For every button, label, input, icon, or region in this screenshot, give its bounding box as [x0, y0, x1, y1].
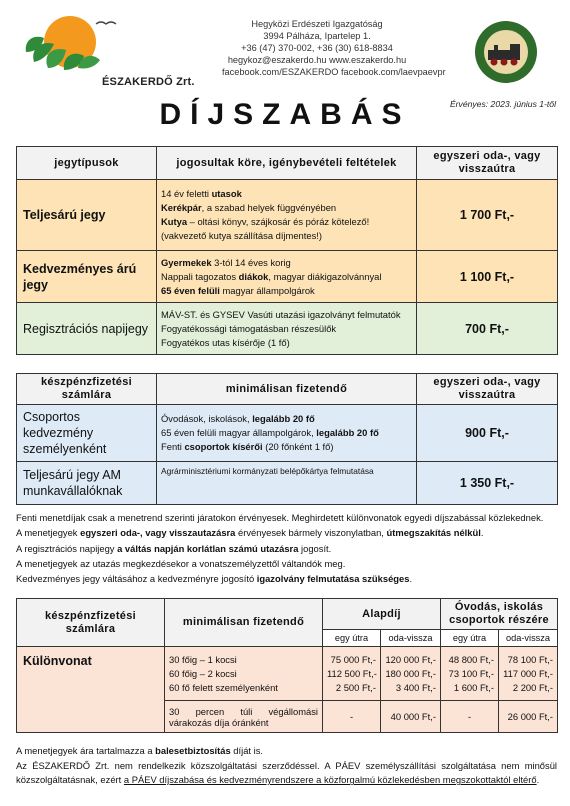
- ticket-type-name: Regisztrációs napijegy: [17, 303, 157, 355]
- table-row: [17, 180, 558, 251]
- ticket-type-name: Különvonat: [17, 647, 165, 733]
- condition-line: Fenti csoportok kísérői (20 főnként 1 fő): [161, 441, 334, 452]
- list-item: 112 500 Ft,-: [327, 667, 377, 679]
- condition-line: 14 év feletti utasok: [161, 188, 242, 199]
- fare-table: [16, 146, 558, 355]
- waiting-fee-desc: 30 percen túli végállomási várakozás díja óránként: [165, 701, 323, 733]
- ticket-conditions: [157, 251, 417, 303]
- note-line: Fenti menetdíjak csak a menetrend szerinti járatokon érvényesek. Meghirdetett különvonatok egyedi díjszabással közlekednek.: [16, 512, 544, 523]
- contact-email-web[interactable]: hegykoz@eszakerdo.hu www.eszakerdo.hu: [227, 55, 407, 65]
- ticket-type-name: Csoportos kedvezmény személyenként: [17, 405, 157, 462]
- contact-phone: +36 (47) 370-002, +36 (30) 618-8834: [241, 43, 393, 53]
- ticket-conditions: [157, 462, 417, 505]
- school-one-way-values: [441, 647, 499, 701]
- ticket-conditions: [157, 180, 417, 251]
- wait-school-one-way: -: [441, 701, 499, 733]
- col-header-payment: készpénzfizetési számlára: [17, 374, 157, 405]
- condition-line: Fogyatékos utas kísérője (1 fő): [161, 336, 290, 348]
- base-round-trip-values: [381, 647, 441, 701]
- page-title: DÍJSZABÁS: [159, 98, 411, 131]
- list-item: 60 fő felett személyenként: [169, 681, 278, 693]
- col-header-payment: készpénzfizetési számlára: [17, 599, 165, 647]
- group-fare-table: [16, 373, 558, 505]
- table-row: [17, 303, 558, 355]
- condition-line: Kerékpár, a szabad helyek függvényében: [161, 202, 337, 213]
- col-header-round-trip: oda-vissza: [499, 630, 558, 647]
- note-line: A menetjegyek egyszeri oda-, vagy visszautazásra érvényesek bármely viszonylatban, útmegszakítás nélkül.: [16, 527, 484, 539]
- ticket-price: 700 Ft,-: [417, 303, 558, 355]
- col-header-conditions: jogosultak köre, igénybevételi feltételek: [157, 147, 417, 180]
- table-row: [17, 405, 558, 462]
- railway-seal-icon: [474, 20, 538, 84]
- contact-block: [222, 18, 446, 78]
- footer-insurance: A menetjegyek ára tartalmazza a balesetbiztosítás díját is.: [16, 745, 263, 756]
- list-item: 117 000 Ft,-: [503, 667, 554, 679]
- col-header-price: egyszeri oda-, vagy visszaútra: [417, 147, 558, 180]
- col-header-one-way: egy útra: [323, 630, 381, 647]
- logo-leaves-icon: [20, 10, 220, 82]
- note-line: A regisztrációs napijegy a váltás napján korlátlan számú utazásra jogosít.: [16, 542, 332, 554]
- eszakerdo-logo: [20, 10, 220, 88]
- col-header-one-way: egy útra: [441, 630, 499, 647]
- list-item: 60 főig – 2 kocsi: [169, 667, 237, 679]
- ticket-conditions: [157, 405, 417, 462]
- col-header-school-groups: Óvodás, iskolás csoportok részére: [441, 599, 558, 630]
- footer-notes: [16, 744, 557, 788]
- ticket-price: 1 700 Ft,-: [417, 180, 558, 251]
- table-row: [17, 647, 558, 701]
- list-item: 75 000 Ft,-: [330, 653, 376, 665]
- ticket-conditions: [165, 647, 323, 701]
- ticket-type-name: Teljesárú jegy: [17, 180, 157, 251]
- condition-line: 65 éven felüli magyar állampolgárok, legalább 20 fő: [161, 427, 379, 438]
- contact-address: 3994 Pálháza, Ipartelep 1.: [263, 31, 371, 41]
- list-item: 1 600 Ft,-: [453, 681, 494, 693]
- validity-date: Érvényes: 2023. június 1-től: [449, 99, 556, 109]
- col-header-base-fee: Alapdíj: [323, 599, 441, 630]
- table-row: [17, 251, 558, 303]
- list-item: 73 100 Ft,-: [448, 667, 494, 679]
- list-item: 30 főig – 1 kocsi: [169, 653, 237, 665]
- base-one-way-values: [323, 647, 381, 701]
- footer-contract: Az ÉSZAKERDŐ Zrt. nem rendelkezik közszolgáltatási szerződéssel. A PÁEV személyszállítási szolgáltatása nem minősül közszolgáltatásnak, ezért a PÁEV díjszabása és kedvezményrendszere a közforgalmú közlekedésben megszokottaktól eltérő.: [16, 759, 557, 786]
- note-line: A menetjegyek az utazás megkezdésekor a vonatszemélyzettől váltandók meg.: [16, 557, 346, 569]
- condition-line: Fogyatékossági támogatásban részesülők: [161, 322, 337, 334]
- list-item: 48 800 Ft,-: [448, 653, 494, 665]
- school-round-trip-values: [499, 647, 558, 701]
- ticket-type-name: Kedvezményes árú jegy: [17, 251, 157, 303]
- ticket-price: 1 100 Ft,-: [417, 251, 558, 303]
- condition-line: Agrárminisztériumi kormányzati belépőkártya felmutatása: [161, 466, 374, 476]
- special-train-table: [16, 598, 558, 733]
- contact-facebook[interactable]: facebook.com/ESZAKERDO facebook.com/laevpaevpr: [222, 67, 446, 77]
- col-header-minimum: minimálisan fizetendő: [165, 599, 323, 647]
- ticket-price: 1 350 Ft,-: [417, 462, 558, 505]
- condition-line: (vakvezető kutya szállítása díjmentes!): [161, 230, 323, 241]
- wait-school-round-trip: 26 000 Ft,-: [499, 701, 558, 733]
- wait-base-one-way: -: [323, 701, 381, 733]
- condition-line: Gyermekek 3-tól 14 éves korig: [161, 256, 291, 268]
- list-item: 120 000 Ft,-: [385, 653, 436, 665]
- note-line: Kedvezményes jegy váltásához a kedvezményre jogosító igazolvány felmutatása szükséges.: [16, 573, 413, 585]
- list-item: 2 200 Ft,-: [512, 681, 554, 693]
- condition-line: 65 éven felüli magyar állampolgárok: [161, 284, 315, 296]
- condition-line: Kutya – oltási könyv, szájkosár és póráz kötelező!: [161, 216, 370, 227]
- col-header-ticket-types: jegytípusok: [17, 147, 157, 180]
- wait-base-round-trip: 40 000 Ft,-: [381, 701, 441, 733]
- col-header-round-trip: oda-vissza: [381, 630, 441, 647]
- condition-line: Óvodások, iskolások, legalább 20 fő: [161, 413, 315, 424]
- list-item: 3 400 Ft,-: [395, 681, 436, 693]
- contact-office: Hegyközi Erdészeti Igazgatóság: [251, 19, 383, 29]
- ticket-conditions: [157, 303, 417, 355]
- ticket-type-name: Teljesárú jegy AM munkavállalóknak: [17, 462, 157, 505]
- list-item: 180 000 Ft,-: [385, 667, 436, 679]
- condition-line: Nappali tagozatos diákok, magyar diákigazolvánnyal: [161, 270, 382, 282]
- list-item: 78 100 Ft,-: [507, 653, 554, 665]
- col-header-price: egyszeri oda-, vagy visszaútra: [417, 374, 558, 405]
- table-row: [17, 462, 558, 505]
- col-header-minimum: minimálisan fizetendő: [157, 374, 417, 405]
- list-item: 2 500 Ft,-: [335, 681, 376, 693]
- ticket-price: 900 Ft,-: [417, 405, 558, 462]
- logo-text: ÉSZAKERDŐ Zrt.: [102, 76, 195, 88]
- condition-line: MÁV-ST. és GYSEV Vasúti utazási igazolványt felmutatók: [161, 308, 401, 320]
- fare-notes: [16, 510, 561, 586]
